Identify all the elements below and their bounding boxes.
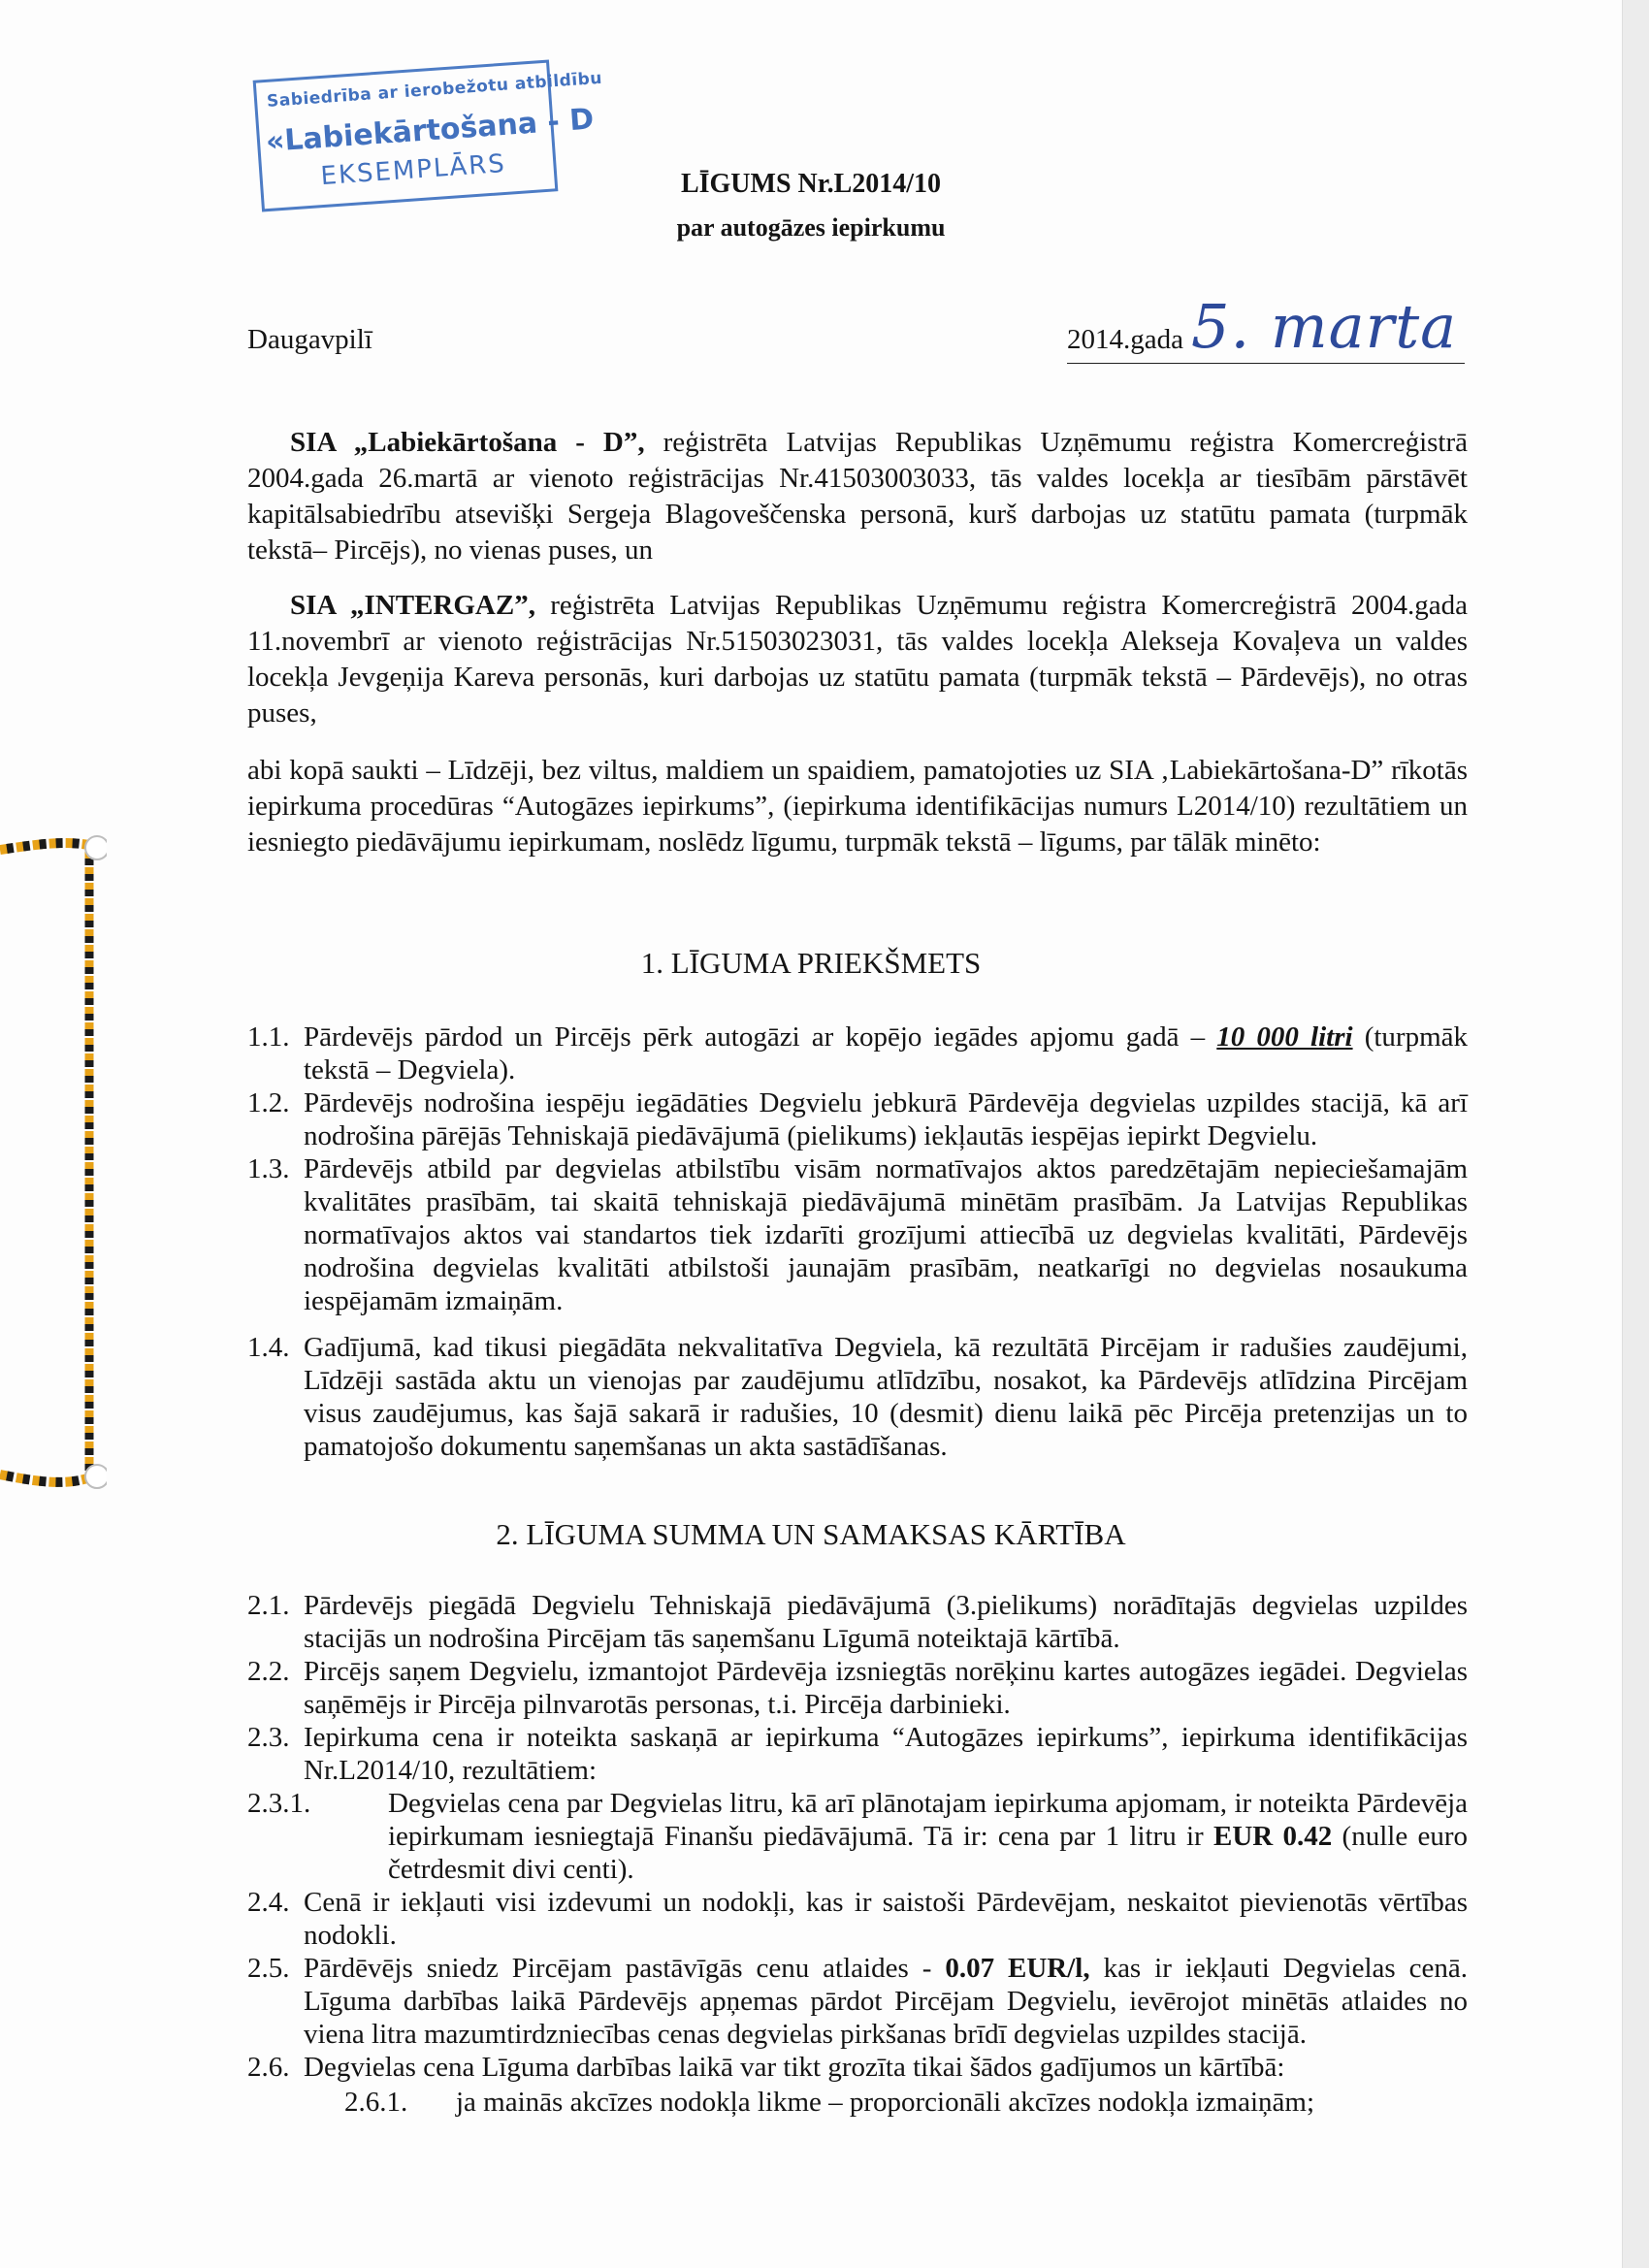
- clause-2-5: [247, 1952, 1468, 2051]
- clause-2-2: [247, 1655, 1468, 1721]
- document-subtitle: par autogāzes iepirkumu: [676, 213, 946, 242]
- discount-per-litre: 0.07 EUR/l,: [945, 1953, 1090, 1984]
- clause-number: 2.3.: [247, 1722, 290, 1753]
- clause-text: [304, 1021, 1468, 1086]
- clause-text: [304, 1952, 1468, 2051]
- clause-number: 1.1.: [247, 1021, 290, 1053]
- stamp-line-2: «Labiekārtošana - D: [264, 102, 596, 160]
- party-2-paragraph: [247, 588, 1468, 731]
- document-title: LĪGUMS Nr.L2014/10: [680, 169, 942, 199]
- clause-text: Pircējs saņem Degvielu, izmantojot Pārdevēja izsniegtās norēķinu kartes autogāzes iegādei. Degvielas saņēmējs ir Pircēja pilnvarotās personas, t.i. Pircēja darbinieki.: [304, 1656, 1468, 1720]
- clause-1-4: [247, 1331, 1468, 1476]
- clause-number: 1.2.: [247, 1087, 290, 1118]
- stamp-line-3: EKSEMPLĀRS: [319, 148, 507, 192]
- clause-text: Gadījumā, kad tikusi piegādāta nekvalitatīva Degviela, kā rezultātā Pircējam ir radušies zaudējumi, Līdzēji sastāda aktu un vienojas par zaudējumu atlīdzību, nosakot, ka Pārdevējs atlīdzina Pircējam visus zaudējumus, kas šajā sakarā ir radušies, 10 (desmit) dienu laikā pēc Pircēja pretenzijas un to pamatojošo dokumentu saņemšanas un akta sastādīšanas.: [304, 1332, 1468, 1462]
- date-prefix: 2014.gada: [1067, 324, 1183, 355]
- clause-number: 2.2.: [247, 1656, 290, 1687]
- clause-text-end: (turpmāk tekstā – Degviela).: [304, 1021, 1469, 1085]
- clause-1-1: [247, 1021, 1468, 1086]
- price-per-litre: EUR 0.42: [1213, 1821, 1333, 1852]
- party-2-text: reģistrēta Latvijas Republikas Uzņēmumu reģistra Komercreģistrā 2004.gada 11.novembrī ar vienoto reģistrācijas Nr.51503023031, tās valdes locekļa Alekseja Kovaļeva un valdes locekļa Jevgeņija Kareva personās, kuri darbojas uz statūtu pamata (turpmāk tekstā – Pārdevējs), no otras puses,: [247, 590, 1468, 729]
- clause-1-2: [247, 1086, 1468, 1152]
- clause-text: Pārdevējs piegādā Degvielu Tehniskajā piedāvājumā (3.pielikums) norādītajās degvielas uzpildes stacijās un nodrošina Pircējam tās saņemšanu Līgumā noteiktajā kārtībā.: [304, 1590, 1468, 1654]
- clause-text: Pārdevējs atbild par degvielas atbilstību visām normatīvajos aktos paredzētajām nepieciešamajām kvalitātes prasībām, tai skaitā tehniskajā piedāvājumā minētām prasībām. Ja Latvijas Republikas normatīvajos aktos vai standartos tiek izdarīti grozījumi attiecībā uz degvielas kvalitāti, Pārdevējs nodrošina degvielas kvalitāti atbilstoši jaunajām prasībām, neatkarīgi no degvielas nosaukuma iespējamām izmaiņām.: [304, 1153, 1468, 1316]
- clause-text: Cenā ir iekļauti visi izdevumi un nodokļi, kas ir saistoši Pārdevējam, neskaitot pievienotās vērtības nodokli.: [304, 1887, 1468, 1951]
- section-1-heading: 1. LĪGUMA PRIEKŠMETS: [640, 946, 982, 980]
- clause-2-4: [247, 1886, 1468, 1952]
- clause-number: 2.1.: [247, 1590, 290, 1621]
- punch-hole-bottom: [85, 1465, 107, 1488]
- stamp-line-1: Sabiedrība ar ierobežotu atbildību: [266, 68, 603, 112]
- party-1-name: SIA „Labiekārtošana - D”,: [290, 427, 645, 458]
- clause-text-start: Pārdēvējs sniedz Pircējam pastāvīgās cenu atlaides -: [304, 1953, 932, 1984]
- party-1-text: reģistrēta Latvijas Republikas Uzņēmumu reģistra Komercreģistrā 2004.gada 26.martā ar vienoto reģistrācijas Nr.41503003033, tās valdes locekļa ar tiesībām pārstāvēt kapitālsabiedrību atsevišķi Sergeja Blagoveščenska personā, kurš darbojas uz statūtu pamata (turpmāk tekstā– Pircējs), no vienas puses, un: [247, 427, 1469, 566]
- clause-text-start: Degvielas cena par Degvielas litru, kā arī plānotajam iepirkuma apjomam, ir noteikta Pārdevēja iepirkumam iesniegtajā Finanšu piedāvājumā. Tā ir: cena par 1 litru ir: [388, 1788, 1468, 1852]
- clause-2-3: [247, 1721, 1468, 1787]
- clause-number: 1.3.: [247, 1153, 290, 1184]
- clause-2-1: [247, 1589, 1468, 1655]
- clause-text: Iepirkuma cena ir noteikta saskaņā ar iepirkuma “Autogāzes iepirkums”, iepirkuma identifikācijas Nr.L2014/10, rezultātiem:: [304, 1722, 1468, 1786]
- clause-2-6-1: [247, 2086, 1468, 2119]
- clause-text-start: Pārdevējs pārdod un Pircējs pērk autogāzi ar kopējo iegādes apjomu gadā –: [304, 1021, 1206, 1053]
- clause-text-end: kas ir iekļauti Degvielas cenā. Līguma darbības laikā Pārdevējs apņemas pārdot Pircējam Degvielu, ievērojot minētās atlaides no viena litra mazumtirdzniecības cenas degvielas pirkšanas brīdī degvielas uzpildes stacijā.: [304, 1953, 1469, 2050]
- clause-text: Pārdevējs nodrošina iespēju iegādāties Degvielu jebkurā Pārdevēja degvielas uzpildes stacijā, kā arī nodrošina pārējās Tehniskajā piedāvājumā (pielikums) iekļautās iespējas iepirkt Degvielu.: [304, 1087, 1468, 1151]
- party-2-name: SIA „INTERGAZ”,: [290, 590, 535, 621]
- binding-cord: [0, 834, 107, 1494]
- section-2-heading: 2. LĪGUMA SUMMA UN SAMAKSAS KĀRTĪBA: [496, 1517, 1126, 1551]
- party-1-paragraph: [247, 425, 1468, 568]
- clause-2-6: [247, 2051, 1468, 2084]
- clause-2-3-1: [247, 1787, 1468, 1886]
- annual-volume: 10 000 litri: [1216, 1021, 1353, 1053]
- clause-number: 1.4.: [247, 1332, 290, 1363]
- clause-number: 2.6.: [247, 2052, 290, 2083]
- clause-1-3: [247, 1152, 1468, 1331]
- clause-text-end: (nulle euro četrdesmit divi centi).: [388, 1821, 1468, 1885]
- clause-number: 2.5.: [247, 1953, 290, 1984]
- punch-hole-top: [85, 836, 107, 859]
- page-edge: [1622, 0, 1649, 2268]
- clause-number: 2.3.1.: [247, 1788, 311, 1819]
- place-of-signing: Daugavpilī: [247, 324, 372, 355]
- handwritten-date: 5. marta: [1191, 291, 1458, 362]
- clause-text: Degvielas cena Līguma darbības laikā var tikt grozīta tikai šādos gadījumos un kārtībā:: [304, 2052, 1285, 2083]
- clause-number: 2.4.: [247, 1887, 290, 1918]
- clause-number: 2.6.1.: [344, 2087, 408, 2118]
- clause-text: ja mainās akcīzes nodokļa likme – proporcionāli akcīzes nodokļa izmaiņām;: [456, 2087, 1315, 2118]
- parties-together-paragraph: abi kopā saukti – Līdzēji, bez viltus, maldiem un spaidiem, pamatojoties uz SIA ‚Labiekārtošana-D” rīkotās iepirkuma procedūras “Autogāzes iepirkums”, (iepirkuma identifikācijas numurs L2014/10) rezultātiem un iesniegto piedāvājumu iepirkumam, noslēdz līgumu, turpmāk tekstā – līgums, par tālāk minēto:: [247, 755, 1468, 858]
- clause-text: [388, 1787, 1468, 1886]
